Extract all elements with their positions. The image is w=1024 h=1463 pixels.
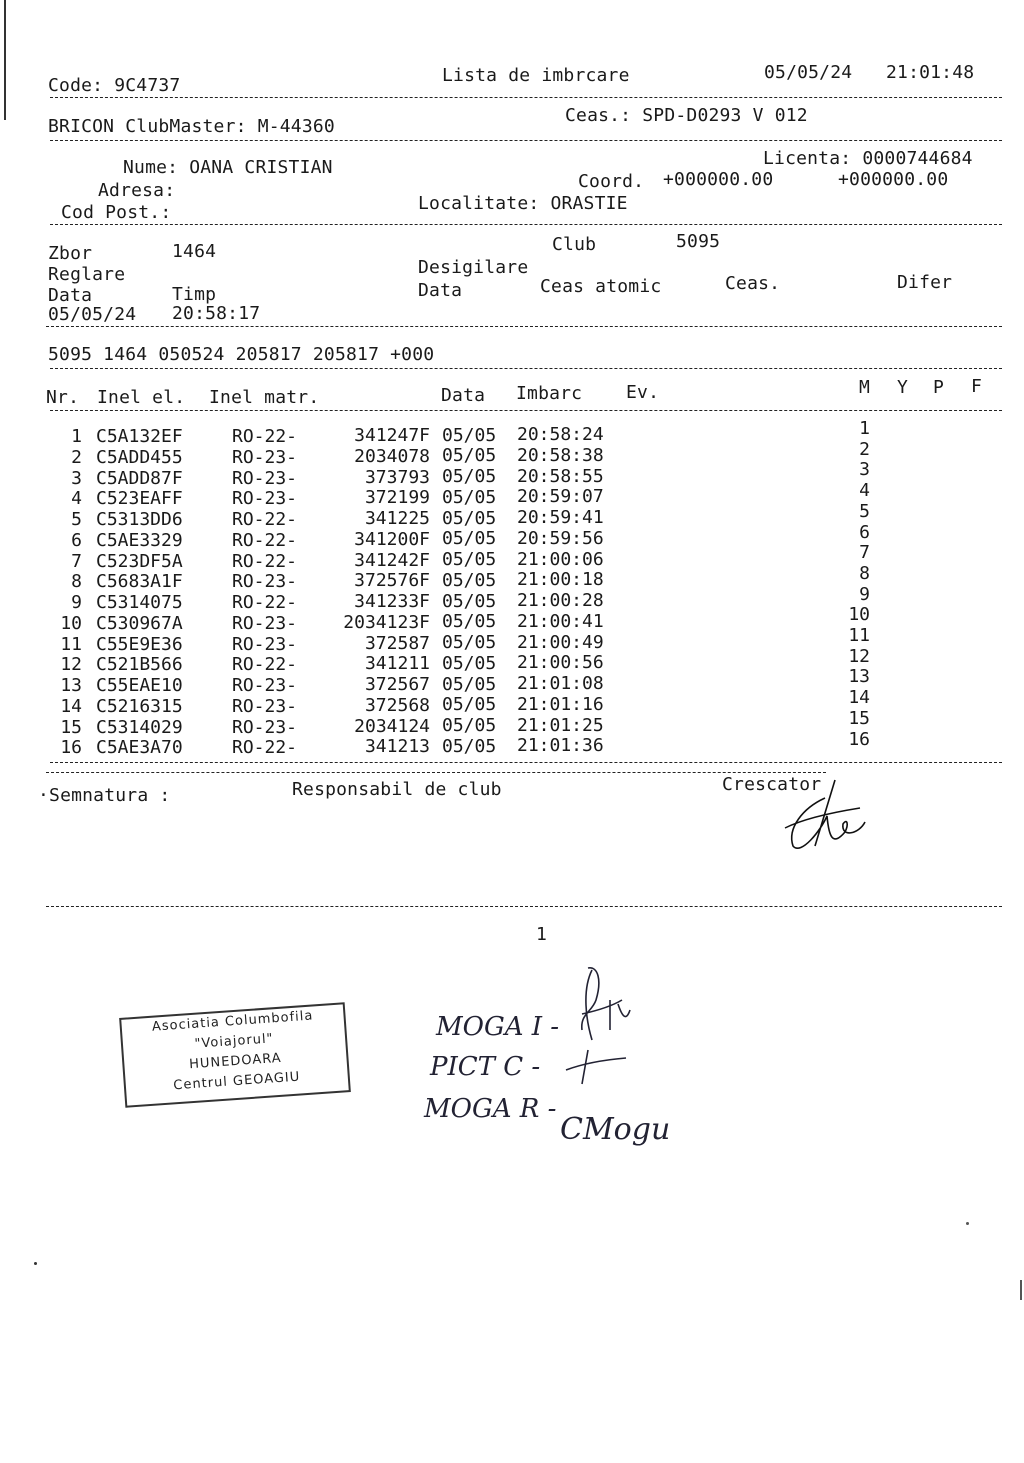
row-time: 21:00:49 [517, 631, 604, 653]
row-ring-el: C5314029 [96, 716, 183, 738]
row-ring-el: C5314075 [96, 592, 183, 613]
row-time: 20:58:55 [517, 465, 604, 487]
atomic-clock-label: Ceas atomic [540, 276, 662, 297]
col-m: M [859, 377, 871, 398]
row-ring-number: 2034078 [354, 445, 430, 467]
row-nr: 2 [71, 446, 82, 468]
divider [50, 368, 1002, 369]
row-ring-number: 341233F [354, 591, 430, 612]
row-ring-el: C5ADD87F [96, 467, 183, 489]
row-nr: 16 [60, 737, 82, 759]
coord-y: +000000.00 [838, 169, 949, 190]
row-ring-prefix: RO-22- [232, 529, 298, 551]
row-m: 6 [859, 521, 870, 543]
row-ring-prefix: RO-23- [232, 695, 298, 717]
row-ring-number: 2034124 [354, 715, 430, 737]
row-ring-number: 341211 [364, 653, 430, 675]
scan-speck [966, 1222, 969, 1225]
scan-speck [1020, 1280, 1022, 1300]
row-ring-prefix: RO-23- [232, 467, 298, 489]
row-ring-el: C530967A [96, 612, 183, 634]
row-ring-prefix: RO-23- [232, 716, 298, 738]
row-m: 16 [848, 728, 870, 750]
row-time: 20:58:24 [517, 424, 604, 445]
set-time-value: 20:58:17 [172, 303, 261, 324]
table-row [0, 459, 1024, 489]
row-m: 3 [859, 459, 870, 481]
divider [50, 140, 1002, 141]
row-ring-el: C5ADD455 [96, 446, 183, 468]
row-time: 20:59:41 [517, 507, 604, 528]
row-ring-prefix: RO-22- [232, 654, 298, 676]
table-row [0, 583, 1024, 613]
handwritten-name-3: MOGA R - [424, 1094, 557, 1124]
difference-label: Difer [897, 272, 953, 293]
handwritten-name-2: PICT C - [430, 1052, 541, 1082]
divider [50, 97, 1002, 98]
row-m: 12 [848, 645, 870, 667]
flight-value: 1464 [172, 241, 217, 262]
stamp-line-4: Centrul GEOAGIU [172, 1069, 301, 1094]
set-date-label: Data [48, 285, 93, 306]
row-m: 7 [859, 542, 870, 564]
table-row [0, 562, 1024, 593]
license-number: Licenta: 0000744684 [763, 148, 973, 169]
row-nr: 13 [60, 675, 82, 696]
row-date: 05/05 [442, 694, 497, 716]
row-nr: 7 [71, 550, 82, 572]
row-nr: 1 [71, 426, 82, 447]
col-nr: Nr. [46, 387, 80, 408]
table-row [0, 480, 1024, 510]
stamp-line-1: Asociatia Columbofila [151, 1008, 314, 1035]
col-ring-electronic: Inel el. [97, 387, 186, 408]
row-nr: 15 [60, 716, 82, 738]
row-date: 05/05 [442, 549, 497, 570]
row-ring-el: C523EAFF [96, 488, 183, 510]
set-time-label: Timp [172, 284, 217, 305]
row-ring-el: C5AE3A70 [96, 737, 183, 759]
divider [50, 410, 1002, 411]
row-time: 20:58:38 [517, 444, 604, 466]
col-ring-number: Inel matr. [209, 387, 320, 408]
handwritten-name-1: MOGA I - [436, 1012, 560, 1042]
row-ring-el: C523DF5A [96, 550, 183, 572]
row-ring-number: 341225 [364, 508, 430, 529]
table-row [0, 500, 1024, 530]
row-m: 10 [848, 604, 870, 626]
row-ring-number: 373793 [364, 466, 430, 488]
row-ring-number: 372567 [364, 674, 430, 695]
row-ring-prefix: RO-22- [232, 550, 298, 572]
row-nr: 14 [60, 695, 82, 717]
row-ring-prefix: RO-23- [232, 633, 298, 655]
scan-margin-line [4, 0, 6, 120]
table-row [0, 438, 1024, 468]
club-label: Club [552, 234, 597, 255]
signature-label: ·Semnatura : [38, 785, 171, 806]
row-nr: 8 [71, 571, 82, 593]
table-row [0, 666, 1024, 697]
clock-label: Ceas. [725, 273, 781, 294]
row-nr: 9 [71, 592, 82, 613]
row-date: 05/05 [442, 528, 497, 550]
row-m: 15 [848, 707, 870, 729]
row-m: 13 [848, 666, 870, 688]
clock-id: Ceas.: SPD-D0293 V 012 [565, 105, 808, 126]
col-event: Ev. [626, 382, 660, 403]
row-ring-el: C521B566 [96, 654, 183, 676]
stamp-line-2: "Voiajorul" [194, 1031, 275, 1052]
col-p: P [933, 377, 945, 398]
col-basket: Imbarc [516, 383, 583, 404]
row-time: 21:01:25 [517, 714, 604, 736]
document-title: Lista de imbrcare [442, 65, 630, 86]
row-date: 05/05 [442, 486, 497, 508]
row-ring-prefix: RO-22- [232, 592, 298, 613]
page-number: 1 [536, 924, 548, 945]
row-time: 21:01:08 [517, 673, 604, 694]
row-nr: 12 [60, 654, 82, 676]
row-nr: 5 [71, 509, 82, 530]
flight-summary: 5095 1464 050524 205817 205817 +000 [48, 344, 435, 365]
club-responsible-label: Responsabil de club [292, 779, 502, 800]
row-date: 05/05 [442, 652, 497, 674]
row-time: 21:00:41 [517, 610, 604, 632]
table-row [0, 625, 1024, 655]
table-row [0, 418, 1024, 447]
row-date: 05/05 [442, 445, 497, 467]
row-ring-number: 341247F [354, 425, 430, 446]
code-label: Code: 9C4737 [48, 75, 181, 96]
row-ring-prefix: RO-22- [232, 509, 298, 530]
row-ring-prefix: RO-23- [232, 488, 298, 510]
coord-label: Coord. [578, 171, 645, 192]
clubmaster-id: BRICON ClubMaster: M-44360 [48, 116, 335, 137]
row-m: 1 [859, 418, 870, 439]
row-ring-el: C5313DD6 [96, 509, 183, 530]
divider [50, 762, 1002, 763]
row-m: 2 [859, 438, 870, 460]
handwritten-signature-1 [552, 960, 652, 1090]
row-time: 21:01:16 [517, 693, 604, 715]
row-ring-prefix: RO-22- [232, 737, 298, 759]
row-time: 21:00:06 [517, 548, 604, 570]
row-m: 8 [859, 562, 870, 584]
col-y: Y [897, 377, 909, 398]
row-date: 05/05 [442, 590, 497, 612]
divider [46, 326, 1002, 327]
table-row [0, 707, 1024, 738]
row-date: 05/05 [442, 424, 497, 446]
table-row [0, 687, 1024, 717]
row-nr: 6 [71, 529, 82, 551]
row-ring-el: C5AE3329 [96, 529, 183, 551]
table-row [0, 542, 1024, 572]
divider [46, 772, 826, 773]
scan-speck [34, 1262, 37, 1265]
row-ring-prefix: RO-23- [232, 571, 298, 593]
row-m: 4 [859, 480, 870, 502]
divider [50, 224, 1002, 225]
breeder-label: Crescator [722, 774, 822, 795]
row-ring-number: 2034123F [343, 611, 430, 633]
row-m: 9 [859, 583, 870, 605]
stamp-line-3: HUNEDOARA [188, 1050, 283, 1073]
row-m: 5 [859, 500, 870, 522]
row-date: 05/05 [442, 673, 497, 695]
row-ring-number: 372576F [354, 570, 430, 592]
row-time: 20:59:07 [517, 486, 604, 508]
handwritten-signature-3: CMogu [560, 1112, 671, 1147]
row-time: 21:00:28 [517, 590, 604, 611]
row-date: 05/05 [442, 715, 497, 736]
row-ring-el: C55EAE10 [96, 675, 183, 696]
set-date-value: 05/05/24 [48, 304, 137, 325]
row-date: 05/05 [442, 466, 497, 487]
unseal-label: Desigilare [418, 257, 529, 278]
row-ring-number: 372199 [364, 487, 430, 509]
row-time: 20:59:56 [517, 527, 604, 549]
set-label: Reglare [48, 264, 126, 285]
breeder-signature [775, 768, 875, 863]
row-nr: 11 [60, 633, 82, 655]
postal-code-label: Cod Post.: [61, 202, 172, 223]
table-row [0, 645, 1024, 676]
row-date: 05/05 [442, 569, 497, 591]
row-ring-number: 372587 [364, 632, 430, 654]
locality: Localitate: ORASTIE [418, 193, 628, 214]
row-ring-el: C5216315 [96, 695, 183, 717]
club-value: 5095 [676, 231, 721, 252]
row-m: 14 [848, 687, 870, 709]
row-ring-number: 341242F [354, 549, 430, 571]
col-f: F [971, 376, 983, 397]
row-nr: 3 [71, 467, 82, 489]
table-row [0, 604, 1024, 634]
row-nr: 4 [71, 488, 82, 510]
print-time: 21:01:48 [886, 62, 975, 83]
col-date: Data [441, 385, 486, 406]
association-stamp [119, 1002, 351, 1108]
owner-name: Nume: OANA CRISTIAN [123, 157, 333, 178]
table-row [0, 728, 1024, 759]
print-date: 05/05/24 [764, 62, 853, 83]
row-ring-prefix: RO-23- [232, 675, 298, 696]
row-ring-el: C5683A1F [96, 571, 183, 593]
row-ring-number: 341200F [354, 528, 430, 550]
row-date: 05/05 [442, 507, 497, 529]
divider [46, 906, 1002, 907]
row-ring-prefix: RO-23- [232, 446, 298, 468]
unseal-date-label: Data [418, 280, 463, 301]
row-date: 05/05 [442, 611, 497, 633]
row-ring-prefix: RO-22- [232, 426, 298, 447]
row-ring-el: C5A132EF [96, 426, 183, 447]
row-time: 21:01:36 [517, 735, 604, 757]
address-label: Adresa: [98, 180, 176, 201]
table-row [0, 521, 1024, 551]
coord-x: +000000.00 [663, 169, 774, 190]
row-date: 05/05 [442, 735, 497, 757]
row-nr: 10 [60, 612, 82, 634]
row-date: 05/05 [442, 632, 497, 653]
row-time: 21:00:56 [517, 652, 604, 674]
row-ring-number: 341213 [364, 736, 430, 758]
row-ring-number: 372568 [364, 694, 430, 716]
row-time: 21:00:18 [517, 569, 604, 591]
row-ring-prefix: RO-23- [232, 612, 298, 634]
row-ring-el: C55E9E36 [96, 633, 183, 655]
flight-label: Zbor [48, 243, 93, 264]
row-m: 11 [848, 625, 870, 646]
